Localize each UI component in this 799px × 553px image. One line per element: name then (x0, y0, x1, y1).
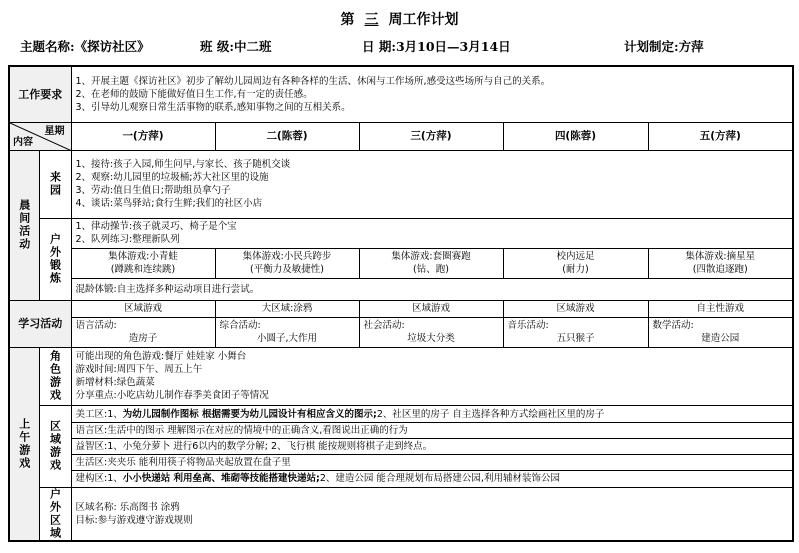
study-subject: 社会活动: 垃圾大分类 (359, 317, 503, 347)
group-game-cell (503, 248, 648, 278)
requirements-row (9, 66, 793, 122)
study-subject: 数学活动: 建造公园 (648, 317, 793, 347)
requirement-item: 3、引导幼儿观察日常生活事物的联系,感知事物之间的互相关系。 (75, 101, 351, 113)
day-tuesday: 二(陈蓉) (215, 122, 359, 150)
area-game-content (71, 405, 793, 487)
date-range: 日 期:3月10日—3月14日 (362, 39, 511, 54)
role-play-item: 游戏时间:周四下午、周五上午 (75, 364, 203, 375)
day-thursday: 四(陈蓉) (503, 122, 648, 150)
outdoor-area-row (9, 487, 793, 541)
arrival-content (71, 150, 793, 218)
outdoor-area-item: 目标:参与游戏遵守游戏规则 (75, 514, 193, 526)
group-game-cell (71, 248, 215, 278)
game-note: (钻、跑) (413, 264, 449, 275)
planner: 计划制定:方萍 (624, 39, 704, 54)
game-name: 集体游戏:小青蛙 (108, 251, 178, 262)
weekday-header-row (9, 122, 793, 150)
game-name: 集体游戏:套圈赛跑 (391, 251, 471, 262)
study-type: 区域游戏 (503, 300, 648, 317)
weekly-plan-table (8, 65, 794, 542)
game-note: (蹲跳和连续跳) (110, 264, 176, 275)
outdoor-area-label: 户外区域 (39, 487, 71, 541)
outdoor-area-content (71, 487, 793, 541)
group-game-cell (359, 248, 503, 278)
mixed-age-exercise: 混龄体锻:自主选择多种运动项目进行尝试。 (71, 278, 793, 300)
requirements-label: 工作要求 (9, 66, 71, 122)
study-type: 区域游戏 (71, 300, 215, 317)
outdoor-exercise-label: 户外锻炼 (39, 218, 71, 300)
title-prefix: 第 (340, 12, 355, 28)
day-friday: 五(方萍) (648, 122, 793, 150)
group-games-row (9, 248, 793, 278)
arrival-label: 来园 (39, 150, 71, 218)
area-game-row (9, 405, 793, 487)
outdoor-area-item: 区域名称: 乐高图书 涂鸦 (75, 501, 180, 513)
role-play-content (71, 347, 793, 405)
study-type: 区域游戏 (359, 300, 503, 317)
day-wednesday: 三(方萍) (359, 122, 503, 150)
role-play-item: 分享重点:小吃店幼儿制作春季美食团子等情况 (75, 390, 269, 401)
outdoor-exercise-row (9, 218, 793, 248)
requirement-item: 1、开展主题《探访社区》初步了解幼儿园周边有各种各样的生活、休闲与工作场所,感受这些场所与自己的关系。 (75, 75, 551, 87)
study-subject: 综合活动: 小圆子,大作用 (215, 317, 359, 347)
mixed-age-row (9, 278, 793, 300)
content-label: 内容 (13, 136, 33, 148)
arrival-item: 4、谈话:菜鸟驿站;食行生鲜;我们的社区小店 (75, 198, 263, 209)
role-play-row (9, 347, 793, 405)
area-game-label: 区域游戏 (39, 405, 71, 487)
arrival-item: 2、观察:幼儿园里的垃圾桶;苏大社区里的设施 (75, 172, 269, 183)
study-subject: 音乐活动: 五只猴子 (503, 317, 648, 347)
game-name: 集体游戏:小民兵跨步 (242, 251, 332, 262)
role-play-item: 可能出现的角色游戏:餐厅 娃娃家 小舞台 (75, 351, 247, 362)
group-game-cell (648, 248, 793, 278)
title-suffix: 周工作计划 (388, 12, 459, 28)
arrival-item: 3、劳动:值日生值日;帮助组员拿勺子 (75, 185, 231, 196)
game-note: (四散追逐跑) (692, 264, 748, 275)
header-diagonal-cell (9, 122, 71, 150)
page-title (0, 9, 799, 29)
area-language: 语言区:生活中的图示 理解图示在对应的情境中的正确含义,看图说出正确的行为 (72, 423, 793, 439)
game-note: (平衡力及敏捷性) (250, 264, 324, 275)
outdoor-item: 2、队列练习:整理新队列 (75, 234, 180, 245)
study-activity-label: 学习活动 (9, 300, 71, 347)
outdoor-exercise-content (71, 218, 793, 248)
role-play-label: 角色游戏 (39, 347, 71, 405)
morning-activity-label: 晨间活动 (9, 150, 39, 300)
outdoor-item: 1、律动操节:孩子就灵巧、椅子是个宝 (75, 221, 237, 232)
week-number: 三 (364, 12, 379, 28)
area-life: 生活区:夹夹乐 能利用筷子将物品夹起放置在盘子里 (72, 455, 793, 471)
group-game-cell (215, 248, 359, 278)
area-math: 益智区:1、小兔分萝卜 进行6以内的数学分解; 2、飞行棋 能按规则将棋子走到终点。 (72, 439, 793, 455)
study-subject: 语言活动: 造房子 (71, 317, 215, 347)
game-note: (耐力) (562, 264, 589, 275)
study-type-row (9, 300, 793, 317)
arrival-item: 1、接待:孩子入园,师生问早,与家长、孩子随机交谈 (75, 159, 291, 170)
requirement-item: 2、在老师的鼓励下能做好值日生工作,有一定的责任感。 (75, 88, 313, 100)
area-build: 建构区:1、小小快递站 利用垒高、堆砌等技能搭建快递站;2、建造公园 能合理规划布局搭建公园,利用辅材装饰公园 (75, 472, 560, 484)
class-name: 班 级:中二班 (200, 39, 272, 54)
week-label: 星期 (44, 125, 65, 137)
requirements-content (71, 66, 793, 122)
area-art: 美工区:1、为幼儿园制作图标 根据需要为幼儿园设计有相应含义的图示;2、社区里的房子 自主选择各种方式绘画社区里的房子 (72, 407, 793, 423)
theme-name: 主题名称:《探访社区》 (20, 39, 150, 54)
arrival-row (9, 150, 793, 218)
role-play-item: 新增材料:绿色蔬菜 (75, 377, 155, 388)
game-name: 集体游戏:摘星星 (685, 251, 756, 262)
forenoon-game-label: 上午游戏 (9, 347, 39, 541)
study-type: 大区域:涂鸦 (215, 300, 359, 317)
study-type: 自主性游戏 (648, 300, 793, 317)
study-subject-row (9, 317, 793, 347)
day-monday: 一(方萍) (71, 122, 215, 150)
game-name: 校内远足 (556, 251, 595, 262)
